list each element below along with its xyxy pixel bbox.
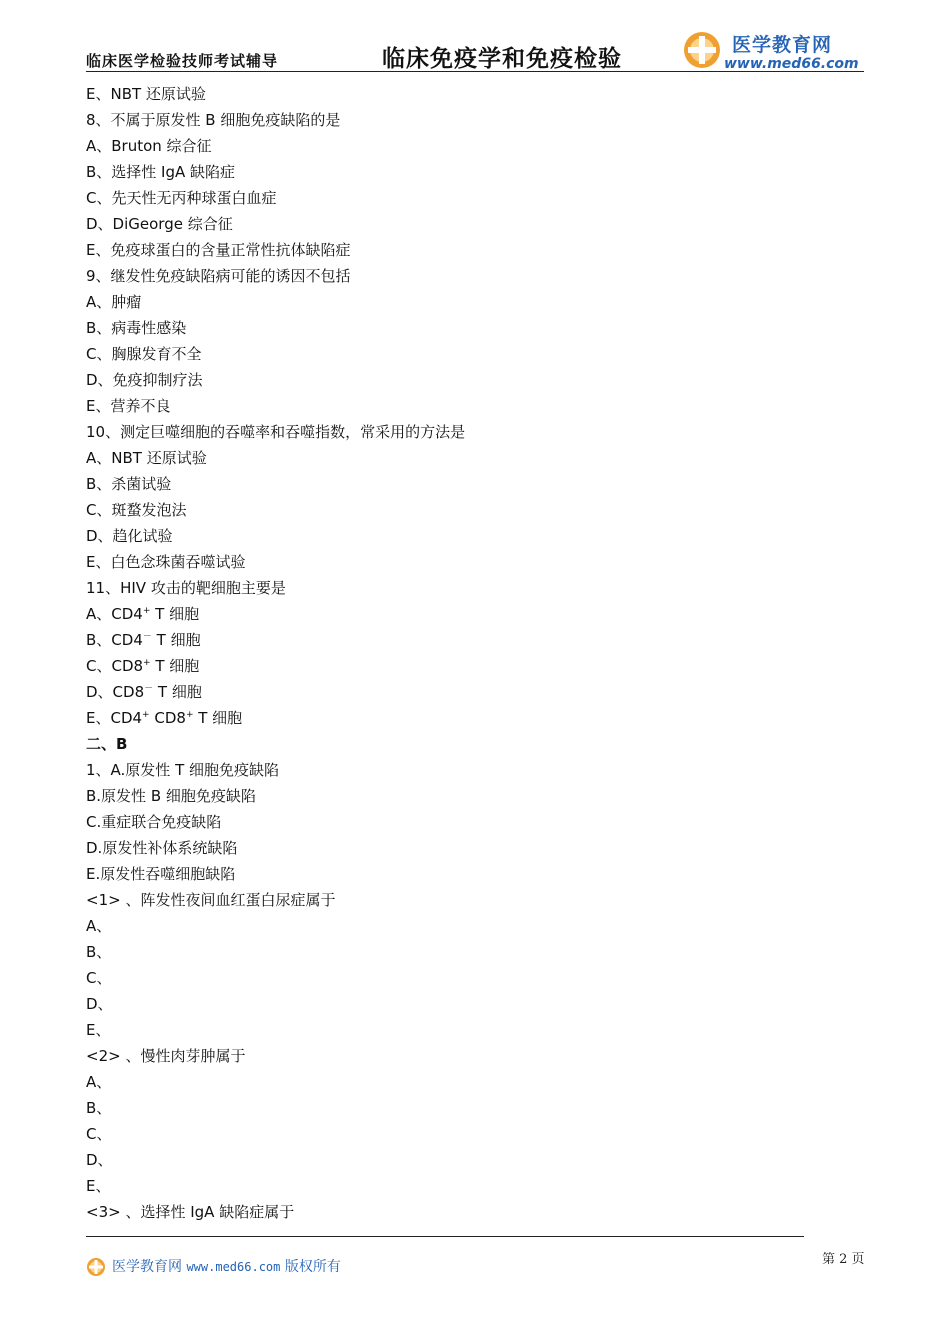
line-text: <2> 、慢性肉芽肿属于 <box>86 1047 246 1065</box>
superscript-sign: + <box>142 710 150 720</box>
text-line <box>86 809 846 835</box>
line-text: A、肿瘤 <box>86 293 142 311</box>
line-text: T 细胞 <box>150 657 200 675</box>
text-line <box>86 549 846 575</box>
line-text: E、NBT 还原试验 <box>86 85 206 103</box>
superscript-sign: + <box>185 710 194 720</box>
text-line <box>86 1199 846 1225</box>
text-line <box>86 991 846 1017</box>
text-line <box>86 1043 846 1069</box>
line-text: D、 <box>86 995 113 1013</box>
line-text: B、 <box>86 943 112 961</box>
superscript-sign: － <box>142 632 152 642</box>
line-text: B、病毒性感染 <box>86 319 187 337</box>
section-heading <box>86 731 846 757</box>
text-line <box>86 705 846 731</box>
text-line <box>86 289 846 315</box>
line-text: D、趋化试验 <box>86 527 173 545</box>
superscript-sign: + <box>142 606 151 616</box>
text-line <box>86 419 846 445</box>
line-text: E、 <box>86 1177 111 1195</box>
text-line <box>86 965 846 991</box>
logo-site-name: 医学教育网 <box>732 34 833 56</box>
line-text: D、DiGeorge 综合征 <box>86 215 233 233</box>
subject-title: 临床免疫学和免疫检验 <box>382 46 622 72</box>
line-text: D.原发性补体系统缺陷 <box>86 839 238 857</box>
line-text: T 细胞 <box>193 709 243 727</box>
line-text: E、白色念珠菌吞噬试验 <box>86 553 246 571</box>
text-line <box>86 497 846 523</box>
line-text: E、 <box>86 1021 111 1039</box>
superscript-sign: + <box>143 658 151 668</box>
text-line <box>86 887 846 913</box>
line-text: B、选择性 IgA 缺陷症 <box>86 163 236 181</box>
line-text: E.原发性吞噬细胞缺陷 <box>86 865 236 883</box>
text-line <box>86 575 846 601</box>
text-line <box>86 653 846 679</box>
text-line <box>86 315 846 341</box>
line-text: A、 <box>86 1073 112 1091</box>
line-text: C、胸腺发育不全 <box>86 345 202 363</box>
line-text: D、CD8 <box>86 683 145 701</box>
line-text: B、杀菌试验 <box>86 475 172 493</box>
text-line <box>86 237 846 263</box>
line-text: A、CD4 <box>86 605 143 623</box>
text-line <box>86 1017 846 1043</box>
line-text: B.原发性 B 细胞免疫缺陷 <box>86 787 256 805</box>
line-text: CD8 <box>149 709 186 727</box>
line-text: 二、B <box>86 735 128 753</box>
med66-logo-icon <box>682 30 722 70</box>
line-text: T 细胞 <box>153 683 202 701</box>
text-line <box>86 159 846 185</box>
text-line <box>86 1069 846 1095</box>
text-line <box>86 679 846 705</box>
text-line <box>86 367 846 393</box>
text-line <box>86 133 846 159</box>
text-line <box>86 211 846 237</box>
text-line <box>86 757 846 783</box>
footer-divider <box>86 1236 804 1237</box>
line-text: 9、继发性免疫缺陷病可能的诱因不包括 <box>86 267 351 285</box>
line-text: D、免疫抑制疗法 <box>86 371 203 389</box>
exam-guide-title: 临床医学检验技师考试辅导 <box>86 52 279 70</box>
line-text: C、斑蝥发泡法 <box>86 501 187 519</box>
text-line <box>86 1173 846 1199</box>
line-text: <3> 、选择性 IgA 缺陷症属于 <box>86 1203 295 1221</box>
line-text: D、 <box>86 1151 113 1169</box>
page-header <box>86 28 864 74</box>
line-text: C、 <box>86 969 112 987</box>
text-line <box>86 1121 846 1147</box>
line-text: C、CD8 <box>86 657 144 675</box>
line-text: E、免疫球蛋白的含量正常性抗体缺陷症 <box>86 241 351 259</box>
text-line <box>86 185 846 211</box>
line-text: C、先天性无丙种球蛋白血症 <box>86 189 277 207</box>
text-line <box>86 601 846 627</box>
line-text: B、 <box>86 1099 112 1117</box>
text-line <box>86 939 846 965</box>
text-line <box>86 263 846 289</box>
line-text: 1、A.原发性 T 细胞免疫缺陷 <box>86 761 280 779</box>
line-text: 10、测定巨噬细胞的吞噬率和吞噬指数，常采用的方法是 <box>86 423 466 441</box>
text-line <box>86 341 846 367</box>
text-line <box>86 393 846 419</box>
line-text: <1> 、阵发性夜间血红蛋白尿症属于 <box>86 891 336 909</box>
text-line <box>86 627 846 653</box>
text-line <box>86 783 846 809</box>
footer-logo-icon <box>86 1257 106 1277</box>
footer-rights: 版权所有 <box>284 1259 341 1275</box>
line-text: A、NBT 还原试验 <box>86 449 207 467</box>
footer-site-name: 医学教育网 <box>112 1259 182 1275</box>
med66-logo[interactable] <box>682 28 872 72</box>
text-line <box>86 1095 846 1121</box>
line-text: 8、不属于原发性 B 细胞免疫缺陷的是 <box>86 111 341 129</box>
question-list <box>86 81 846 1225</box>
footer-copyright <box>112 1256 341 1276</box>
header-divider <box>86 71 864 72</box>
line-text: 11、HIV 攻击的靶细胞主要是 <box>86 579 286 597</box>
text-line <box>86 913 846 939</box>
text-line <box>86 835 846 861</box>
footer-site-url[interactable]: www.med66.com <box>186 1260 281 1274</box>
line-text: T 细胞 <box>151 631 201 649</box>
line-text: T 细胞 <box>150 605 200 623</box>
line-text: C.重症联合免疫缺陷 <box>86 813 222 831</box>
text-line <box>86 1147 846 1173</box>
superscript-sign: － <box>144 684 154 694</box>
line-text: E、CD4 <box>86 709 143 727</box>
text-line <box>86 471 846 497</box>
page-number: 第 2 页 <box>822 1252 865 1267</box>
line-text: C、 <box>86 1125 112 1143</box>
text-line <box>86 107 846 133</box>
text-line <box>86 523 846 549</box>
line-text: A、 <box>86 917 112 935</box>
text-line <box>86 81 846 107</box>
text-line <box>86 445 846 471</box>
line-text: B、CD4 <box>86 631 143 649</box>
text-line <box>86 861 846 887</box>
line-text: E、营养不良 <box>86 397 171 415</box>
logo-site-url: www.med66.com <box>724 56 859 72</box>
line-text: A、Bruton 综合征 <box>86 137 212 155</box>
